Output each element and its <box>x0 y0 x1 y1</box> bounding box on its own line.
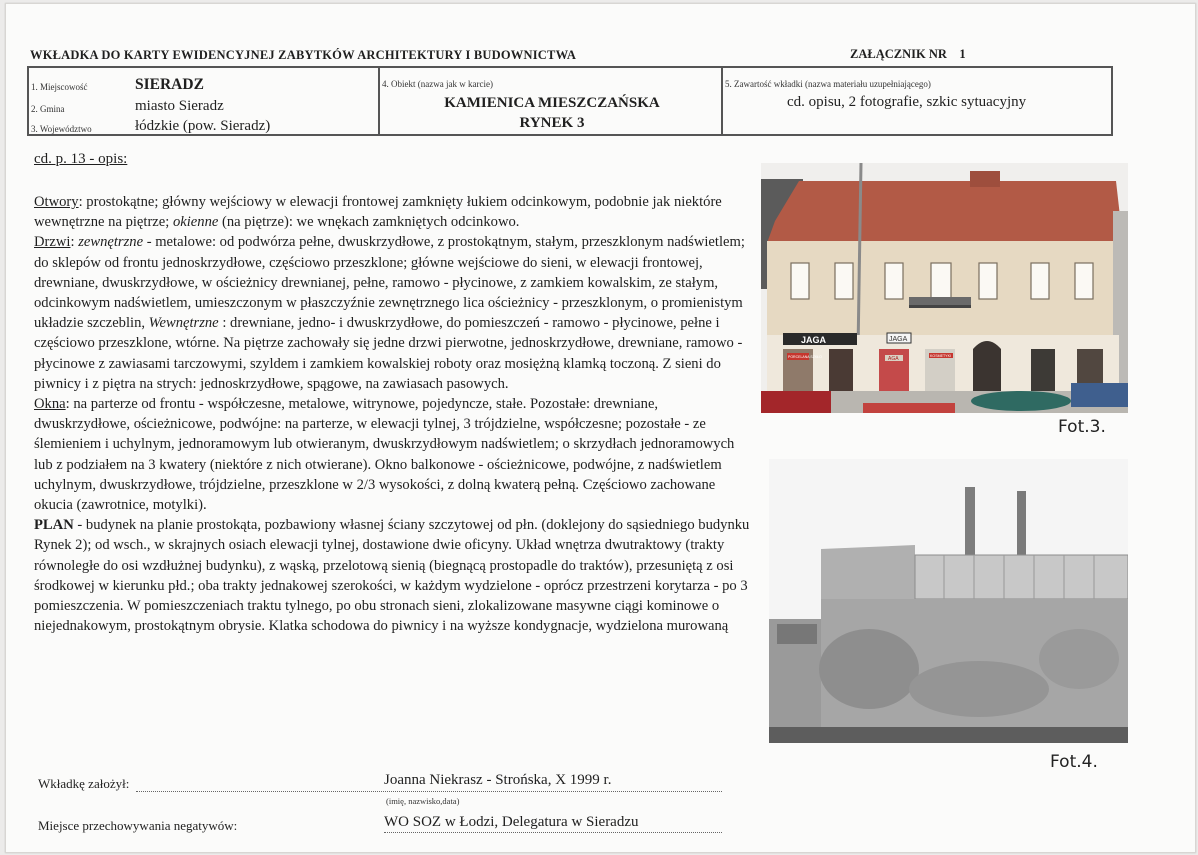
text-openings-window: okienne <box>172 214 219 231</box>
voivodeship-value: łódzkie (pow. Sieradz) <box>135 118 271 134</box>
sign-jaga: JAGA <box>801 335 827 345</box>
object-address: RYNEK 3 <box>519 115 585 131</box>
heading-openings: Otwory <box>34 194 79 210</box>
heading-doors: Drzwi <box>34 234 71 251</box>
document-title: WKŁADKA DO KARTY EWIDENCYJNEJ ZABYTKÓW ARCHITEKTURY I BUDOWNICTWA <box>30 48 577 62</box>
facade-image <box>761 163 1128 413</box>
author-dotted-line <box>136 791 722 792</box>
sign-aga: AGA <box>888 356 899 362</box>
sign-porcelana: PORCELANA SZKŁO <box>788 355 822 359</box>
heading-plan: PLAN <box>34 517 74 534</box>
table-divider <box>378 68 380 134</box>
locality-label: 1. Miejscowość <box>31 82 88 92</box>
storage-label: Miejsce przechowywania negatywów: <box>38 818 238 833</box>
locality-value: SIERADZ <box>135 76 204 93</box>
paragraph-doors <box>34 232 756 394</box>
contents-value: cd. opisu, 2 fotografie, szkic sytuacyjny <box>787 94 1027 110</box>
object-label: 4. Obiekt (nazwa jak w karcie) <box>382 79 493 89</box>
text-doors-sep: : <box>70 234 79 251</box>
author-label: Wkładkę założył: <box>38 776 130 791</box>
paragraph-windows <box>34 394 756 515</box>
commune-label: 2. Gmina <box>31 104 65 114</box>
photo-facade <box>761 163 1128 413</box>
text-doors-a: metalowe: od podwórza pełne, dwuskrzydłowe, z prostokątnym, stałym, przeszklonym nadświetlem; do sklepów od frontu jednoskrzydłowe, częściowo przeszklone; główne wejściowe do sieni, w elewacji frontowej, drewniane, dwuskrzydłowe, w ościeżnicy drewnianej, pełne, ramowo - płycinowe, z zamkiem kowalskim, ze stałym, odcinkowym nadświetlem, umieszczonym w płaszczyźnie zewnętrznego lica ościeżnicy - przeszklonym, o promienistym układzie szczeblin, <box>34 234 745 332</box>
heading-windows: Okna <box>34 396 66 413</box>
sign-jaga-small: JAGA <box>889 336 908 343</box>
text-openings: : prostokątne; główny wejściowy w elewacji frontowej zamknięty łukiem odcinkowym, podobnie jak niektóre wewnętrzne na piętrze; <box>34 194 722 231</box>
text-doors-external: zewnętrzne - <box>78 234 152 251</box>
description-body <box>34 192 756 636</box>
caption-fot4: Fot.4. <box>1050 752 1098 772</box>
voivodeship-label: 3. Województwo <box>31 124 92 134</box>
commune-value: miasto Sieradz <box>135 98 224 114</box>
section-reference: cd. p. 13 - opis: <box>34 151 128 167</box>
author-hint: (imię, nazwisko,data) <box>386 796 460 806</box>
contents-label: 5. Zawartość wkładki (nazwa materiału uzupełniającego) <box>725 79 931 89</box>
header-table <box>27 66 1113 136</box>
object-name: KAMIENICA MIESZCZAŃSKA <box>444 95 660 111</box>
storage-value: WO SOZ w Łodzi, Delegatura w Sieradzu <box>384 814 639 830</box>
text-plan: - budynek na planie prostokąta, pozbawiony własnej ściany szczytowej od płn. (doklejony do sąsiedniego budynku Rynek 2); od wsch., w skrajnych osiach elewacji tylnej, dostawione dwie oficyny. Układ wnętrza dwutraktowy (trakty równoległe do osi wzdłużnej budynku), z wąską, przelotową sienią (biegnącą prostopadle do traktów), przesuniętą z osi środkowej w kierunku płd.; oba trakty jednakowej szerokości, w każdym wydzielone - oprócz przestrzeni korytarza - po 3 pomieszczenia. W pomieszczeniach traktu tylnego, po obu stronach sieni, zlokalizowane masywne ciągi kominowe o niejednakowym, prostokątnym obrysie. Klatka schodowa do piwnicy i na wyższe kondygnacje, wydzielona murowaną <box>34 517 750 635</box>
text-openings-end: (na piętrze): we wnękach zamkniętych odcinkowo. <box>218 214 520 231</box>
annex-number: ZAŁĄCZNIK NR 1 <box>850 47 966 61</box>
paragraph-openings <box>34 192 756 232</box>
rear-wall-image <box>769 459 1128 743</box>
text-doors-internal: Wewnętrzne <box>148 315 219 332</box>
paragraph-plan <box>34 515 756 636</box>
author-value: Joanna Niekrasz - Strońska, X 1999 r. <box>384 772 612 788</box>
storage-dotted-line <box>384 832 722 833</box>
sign-kosmetyki: KOSMETYKI <box>930 354 951 358</box>
text-doors-b: : drewniane, jedno- i dwuskrzydłowe, do pomieszczeń - ramowo - płycinowe, pełne i częściowo przeszklone, wtórne. Na piętrze zachowały się jedne drzwi pierwotne, jednoskrzydłowe, drewniane, ramowo - płycinowe z zawiasami tarczowymi, szyldem i zamkiem kowalskiej roboty oraz mosiężną klamką toczoną. Z sieni do piwnicy i z piętra na strych: jednoskrzydłowe, spągowe, na zawiasach pasowych. <box>34 315 743 392</box>
photo-rear-wall <box>769 459 1128 743</box>
caption-fot3: Fot.3. <box>1058 417 1106 437</box>
text-windows: : na parterze od frontu - współczesne, metalowe, witrynowe, pojedyncze, stałe. Pozostałe: drewniane, dwuskrzydłowe, ościeżnicowe, podwójne: na parterze, w elewacji tylnej, 3 trójdzielne, współczesne; pozostałe - ze ślemieniem i uchylnym, jednoramowym lub otwieranym, dwuskrzydłowym nadświetlem; o skrzydłach jednoramowych lub z podziałem na 3 kwatery (niektóre z nich otwierane). Okno balkonowe - ościeżnicowe, podwójne, z nadświetlem uchylnym, dwuskrzydłowe, trójdzielne, przeszklone w 2/3 wysokości, z dolną kwaterą pełną. Częściowo zachowane okucia (zawrotnice, motylki). <box>34 396 735 514</box>
